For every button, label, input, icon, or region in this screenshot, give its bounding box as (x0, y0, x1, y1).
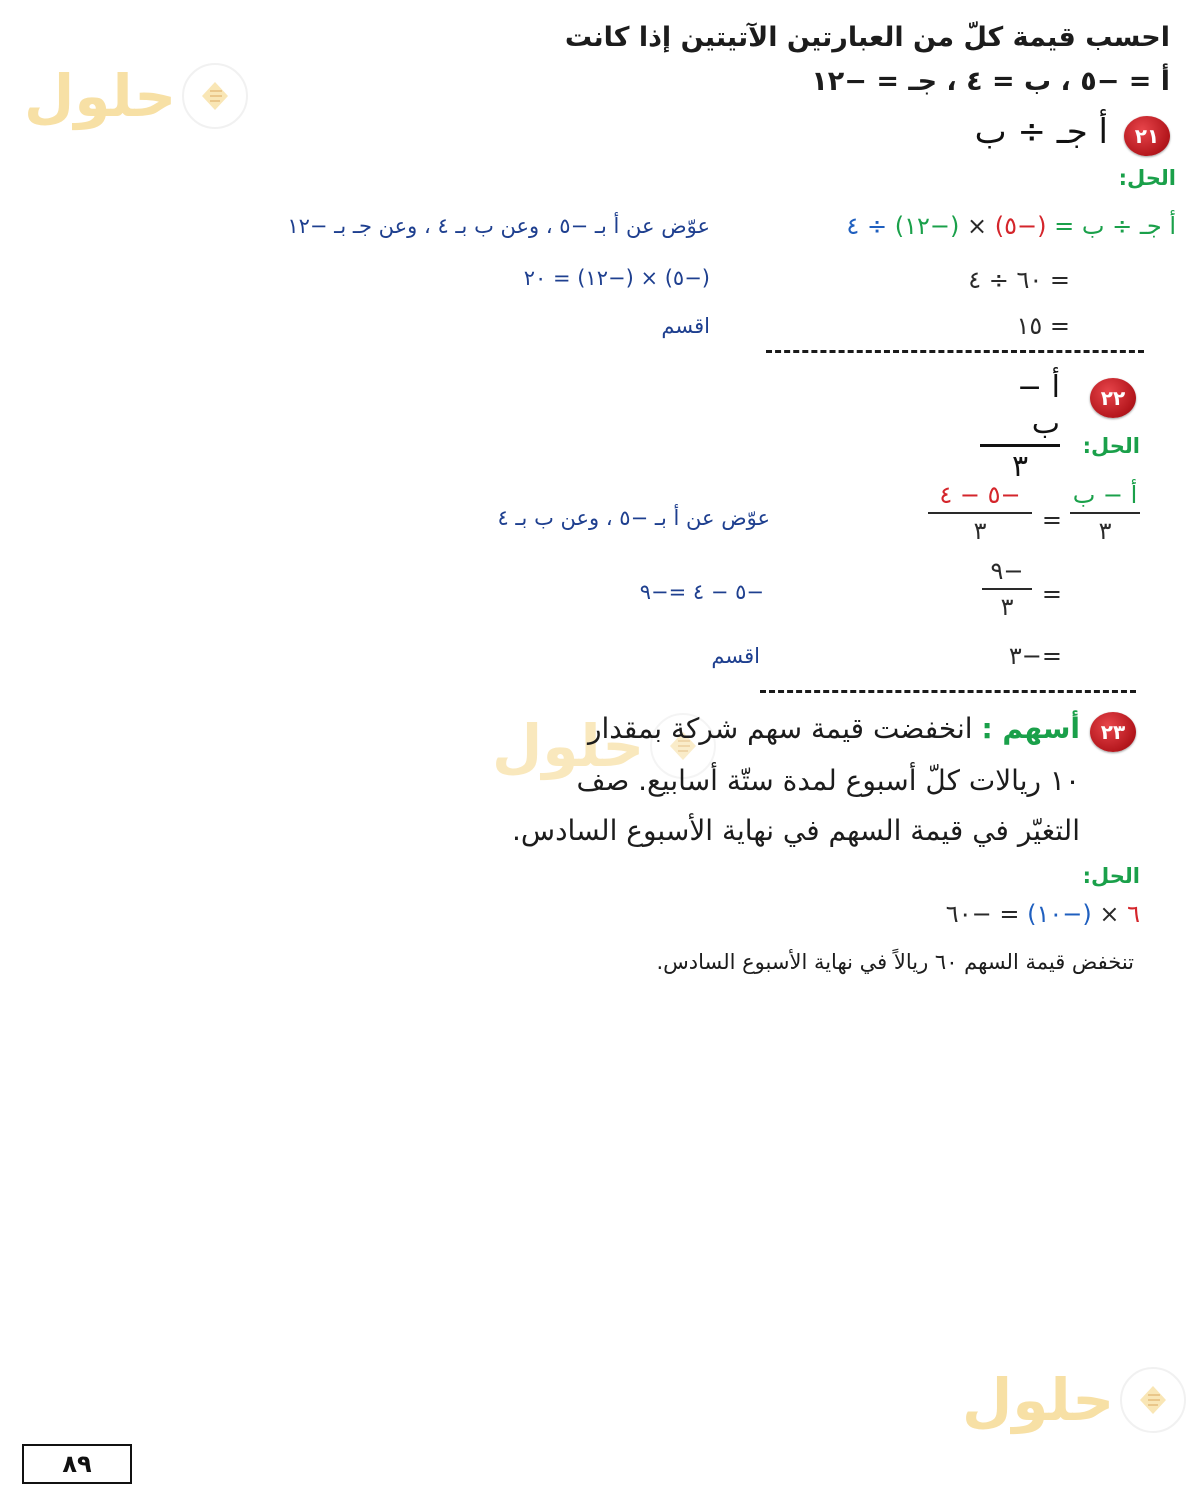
p22-note-divide: اقسم (711, 644, 760, 668)
p23-keyword: أسهم : (981, 712, 1080, 745)
p23-calculation (946, 900, 1140, 928)
instruction-heading: احسب قيمة كلّ من العبارتين الآتيتين إذا كانت (564, 22, 1170, 53)
fraction-numerator: أ − ب (1016, 370, 1060, 441)
fraction-bar (980, 444, 1060, 447)
p22-expression-fraction (980, 370, 1060, 485)
times-sign: × (966, 212, 988, 240)
p23-answer: تنخفض قيمة السهم ٦٠ ريالاً في نهاية الأسبوع السادس. (656, 950, 1134, 974)
watermark-text: حلول (962, 1366, 1115, 1434)
watermark-top-left (24, 62, 248, 130)
p22-step2-fraction (982, 556, 1032, 622)
p22-step3: =−٣ (1008, 642, 1062, 670)
fraction-bar (928, 512, 1032, 514)
p22-step1-left (1070, 480, 1140, 546)
separator-1 (766, 350, 1144, 353)
fraction-denominator: ٣ (1098, 517, 1112, 545)
p21-note-divide: اقسم (661, 314, 710, 338)
p21-step1-rest: ÷ ٤ (846, 212, 888, 240)
problem-21-expression: أ جـ ÷ ب (974, 112, 1108, 152)
p22-note-substitute: عوّض عن أ بـ −٥ ، وعن ب بـ ٤ (497, 506, 770, 530)
p23-line2: ١٠ ريالات كلّ أسبوع لمدة ستّة أسابيع. صف (576, 764, 1080, 797)
watermark-bottom-right (962, 1366, 1186, 1434)
page-number: ٨٩ (22, 1444, 132, 1484)
given-values: أ = −٥ ، ب = ٤ ، جـ = −١٢ (811, 66, 1170, 97)
problem-badge-23: ٢٣ (1090, 712, 1136, 752)
p21-step1-lhs: أ جـ ÷ ب = (1054, 212, 1176, 240)
fraction-numerator: −٥ − ٤ (939, 481, 1021, 509)
p23-ten: (−١٠) (1027, 900, 1092, 928)
p21-note-multiply: (−٥) × (−١٢) = ٢٠ (523, 266, 710, 290)
book-icon (182, 63, 248, 129)
solution-label-22: الحل: (1082, 434, 1140, 458)
p21-step3: = ١٥ (1016, 312, 1070, 340)
p23-result: = −٦٠ (945, 900, 1020, 928)
book-icon (1120, 1367, 1186, 1433)
p23-line1 (588, 712, 1080, 745)
separator-2 (760, 690, 1136, 693)
problem-badge-21: ٢١ (1124, 116, 1170, 156)
fraction-denominator: ٣ (1011, 449, 1029, 484)
watermark-text: حلول (492, 712, 645, 780)
equals-sign: = (1041, 506, 1062, 534)
p23-six: ٦ (1127, 900, 1140, 928)
fraction-denominator: ٣ (973, 517, 987, 545)
fraction-numerator: −٩ (990, 557, 1024, 585)
p21-step2: = ٦٠ ÷ ٤ (968, 266, 1070, 294)
fraction-numerator: أ − ب (1072, 481, 1138, 509)
p23-line1-text: انخفضت قيمة سهم شركة بمقدار (587, 712, 973, 745)
p21-value-c: (−١٢) (894, 212, 960, 240)
p21-note-substitute: عوّض عن أ بـ −٥ ، وعن ب بـ ٤ ، وعن جـ بـ −١٢ (287, 214, 710, 238)
p21-value-a: (−٥) (994, 212, 1047, 240)
problem-badge-22: ٢٢ (1090, 378, 1136, 418)
solution-label-23: الحل: (1082, 864, 1140, 888)
watermark-text: حلول (24, 62, 177, 130)
p22-step1-right (928, 480, 1032, 546)
times-sign: × (1099, 900, 1120, 928)
solution-label-21: الحل: (1118, 166, 1176, 190)
p21-step1 (846, 212, 1176, 240)
fraction-denominator: ٣ (1000, 593, 1014, 621)
fraction-bar (982, 588, 1032, 590)
equals-sign: = (1041, 580, 1062, 608)
fraction-bar (1070, 512, 1140, 514)
p23-line3: التغيّر في قيمة السهم في نهاية الأسبوع السادس. (511, 814, 1080, 847)
p22-note-subtract: −٥ − ٤ =−٩ (639, 580, 764, 604)
